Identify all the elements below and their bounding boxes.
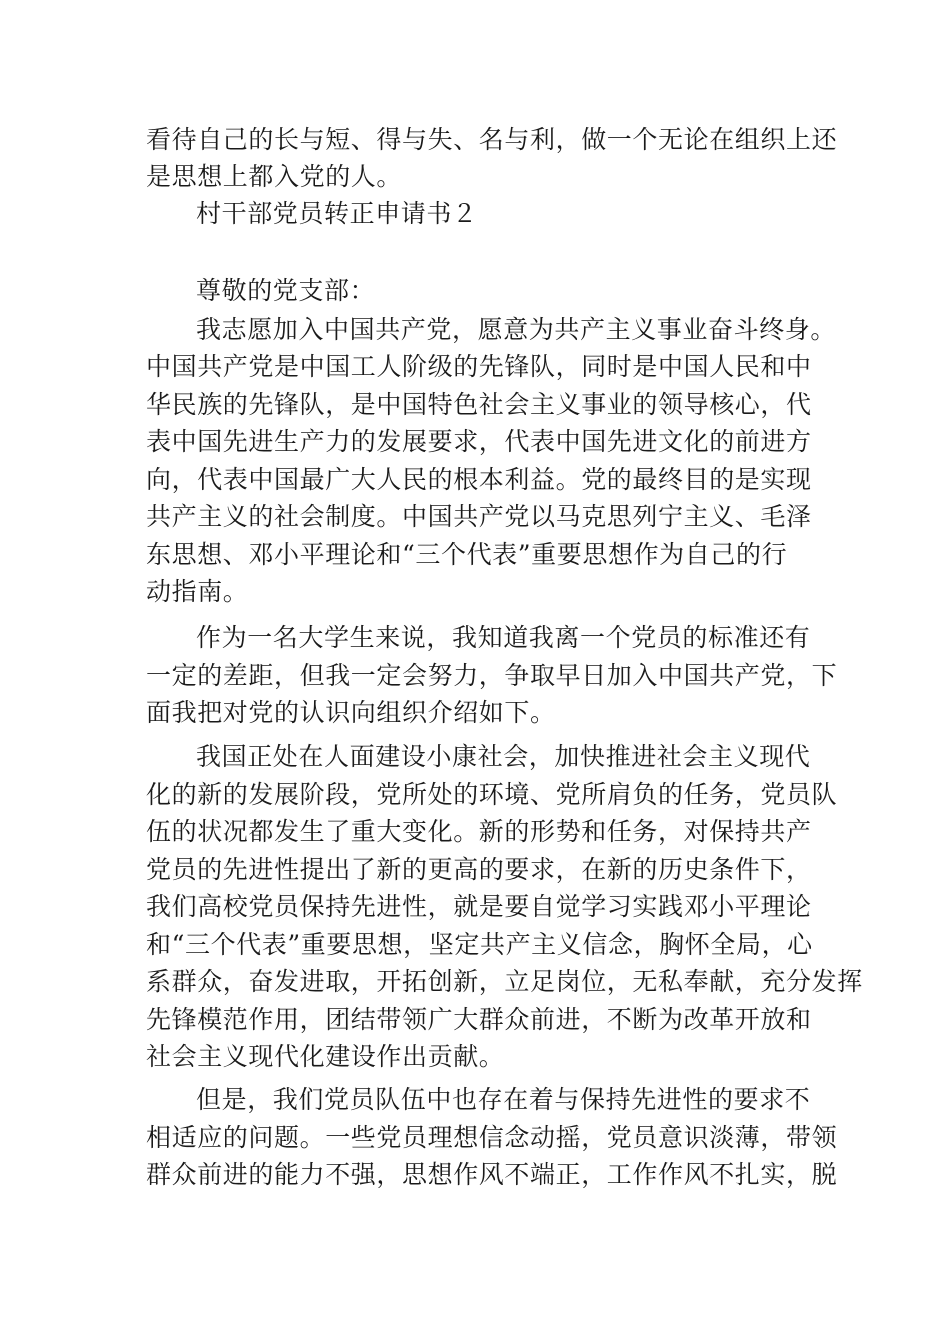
- text-line: 系群众，奋发进取，开拓创新，立足岗位，无私奉献，充分发挥: [146, 967, 863, 996]
- text-line: 化的新的发展阶段，党所处的环境、党所肩负的任务，党员队: [146, 780, 838, 809]
- text-line: 面我把对党的认识向组织介绍如下。: [146, 698, 556, 727]
- text-line: 我们高校党员保持先进性，就是要自觉学习实践邓小平理论: [146, 892, 812, 921]
- text-line: 中国共产党是中国工人阶级的先锋队，同时是中国人民和中: [146, 352, 812, 381]
- text-line: 和“三个代表”重要思想，坚定共产主义信念，胸怀全局，心: [146, 930, 813, 959]
- text-line: 是思想上都入党的人。: [146, 162, 403, 191]
- text-line: 向，代表中国最广大人民的根本利益。党的最终目的是实现: [146, 465, 812, 494]
- text-line: 看待自己的长与短、得与失、名与利，做一个无论在组织上还: [146, 125, 838, 154]
- paragraph-start: 我志愿加入中国共产党，愿意为共产主义事业奋斗终身。: [196, 315, 837, 344]
- text-line: 共产主义的社会制度。中国共产党以马克思列宁主义、毛泽: [146, 502, 812, 531]
- text-line: 社会主义现代化建设作出贡献。: [146, 1042, 505, 1071]
- text-line: 华民族的先锋队，是中国特色社会主义事业的领导核心，代: [146, 390, 812, 419]
- section-title: 村干部党员转正申请书２: [196, 199, 478, 228]
- text-line: 相适应的问题。一些党员理想信念动摇，党员意识淡薄，带领: [146, 1123, 838, 1152]
- paragraph-start: 我国正处在人面建设小康社会，加快推进社会主义现代: [196, 742, 811, 771]
- paragraph-start: 但是，我们党员队伍中也存在着与保持先进性的要求不: [196, 1085, 811, 1114]
- text-line: 先锋模范作用，团结带领广大群众前进，不断为改革开放和: [146, 1005, 812, 1034]
- text-line: 党员的先进性提出了新的更高的要求，在新的历史条件下，: [146, 855, 812, 884]
- text-line: 动指南。: [146, 577, 249, 606]
- text-line: 群众前进的能力不强，思想作风不端正，工作作风不扎实，脱: [146, 1160, 838, 1189]
- text-line: 伍的状况都发生了重大变化。新的形势和任务，对保持共产: [146, 817, 812, 846]
- text-line: 一定的差距，但我一定会努力，争取早日加入中国共产党，下: [146, 661, 838, 690]
- paragraph-start: 作为一名大学生来说，我知道我离一个党员的标准还有: [196, 623, 811, 652]
- text-line: 东思想、邓小平理论和“三个代表”重要思想作为自己的行: [146, 540, 788, 569]
- salutation: 尊敬的党支部：: [196, 276, 376, 305]
- text-line: 表中国先进生产力的发展要求，代表中国先进文化的前进方: [146, 427, 812, 456]
